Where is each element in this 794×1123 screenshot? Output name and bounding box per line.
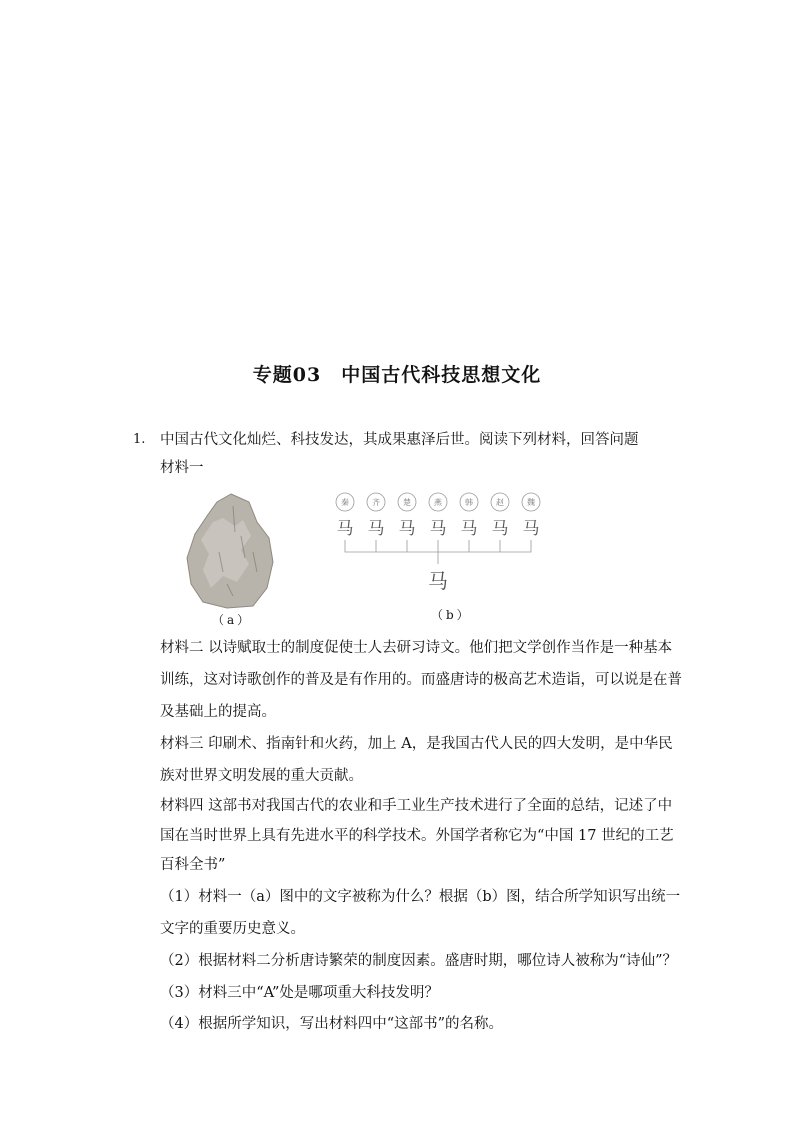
- oracle-bone-image: [183, 492, 275, 610]
- material3-line: 族对世界文明发展的重大贡献。: [160, 768, 363, 784]
- state-label: 楚: [403, 498, 411, 507]
- state-label: 齐: [372, 498, 380, 507]
- material4-line: 国在当时世界上具有先进水平的科学技术。外国学者称它为“中国 17 世纪的工艺: [160, 828, 674, 844]
- character-diagram: [325, 488, 555, 603]
- sub-question: （3）材料三中“A”处是哪项重大科技发明？: [160, 985, 439, 1001]
- variant-glyph: 马: [398, 519, 416, 539]
- sub-question: （2）根据材料二分析唐诗繁荣的制度因素。盛唐时期，哪位诗人被称为“诗仙”？: [160, 953, 678, 969]
- material4-line: 百科全书”: [160, 857, 226, 873]
- material2-line: 及基础上的提高。: [160, 704, 276, 720]
- variant-glyph: 马: [522, 519, 540, 539]
- figure-a-caption: （a）: [212, 613, 253, 627]
- state-label: 燕: [434, 498, 442, 507]
- state-label: 魏: [527, 498, 535, 507]
- material4-line: 材料四 这部书对我国古代的农业和手工业生产技术进行了全面的总结，记述了中: [160, 798, 673, 814]
- question-intro: 中国古代文化灿烂、科技发达，其成果惠泽后世。阅读下列材料，回答问题: [160, 432, 639, 448]
- question-number: 1.: [133, 432, 146, 447]
- material1-label: 材料一: [160, 460, 204, 476]
- variant-glyph: 马: [336, 519, 354, 539]
- variant-glyph: 马: [460, 519, 478, 539]
- material2-line: 训练，这对诗歌创作的普及是有作用的。而盛唐诗的极高艺术造诣，可以说是在普: [160, 672, 682, 688]
- material3-line: 材料三 印刷术、指南针和火药，加上 A，是我国古代人民的四大发明，是中华民: [160, 736, 673, 752]
- variant-glyph: 马: [367, 519, 385, 539]
- state-label: 韩: [465, 498, 473, 507]
- page-title: 专题03 中国古代科技思想文化: [252, 364, 542, 386]
- state-label: 赵: [496, 498, 504, 507]
- sub-question: 文字的重要历史意义。: [160, 921, 305, 937]
- material2-line: 材料二 以诗赋取士的制度促使士人去研习诗文。他们把文学创作当作是一种基本: [160, 640, 673, 656]
- variant-glyph: 马: [491, 519, 509, 539]
- variant-glyph: 马: [429, 519, 447, 539]
- state-label: 秦: [341, 498, 349, 507]
- unified-glyph: 马: [428, 569, 448, 593]
- sub-question: （1）材料一（a）图中的文字被称为什么？根据（b）图，结合所学知识写出统一: [160, 889, 681, 905]
- figure-b-caption: （b）: [431, 608, 472, 622]
- sub-question: （4）根据所学知识，写出材料四中“这部书”的名称。: [160, 1016, 504, 1032]
